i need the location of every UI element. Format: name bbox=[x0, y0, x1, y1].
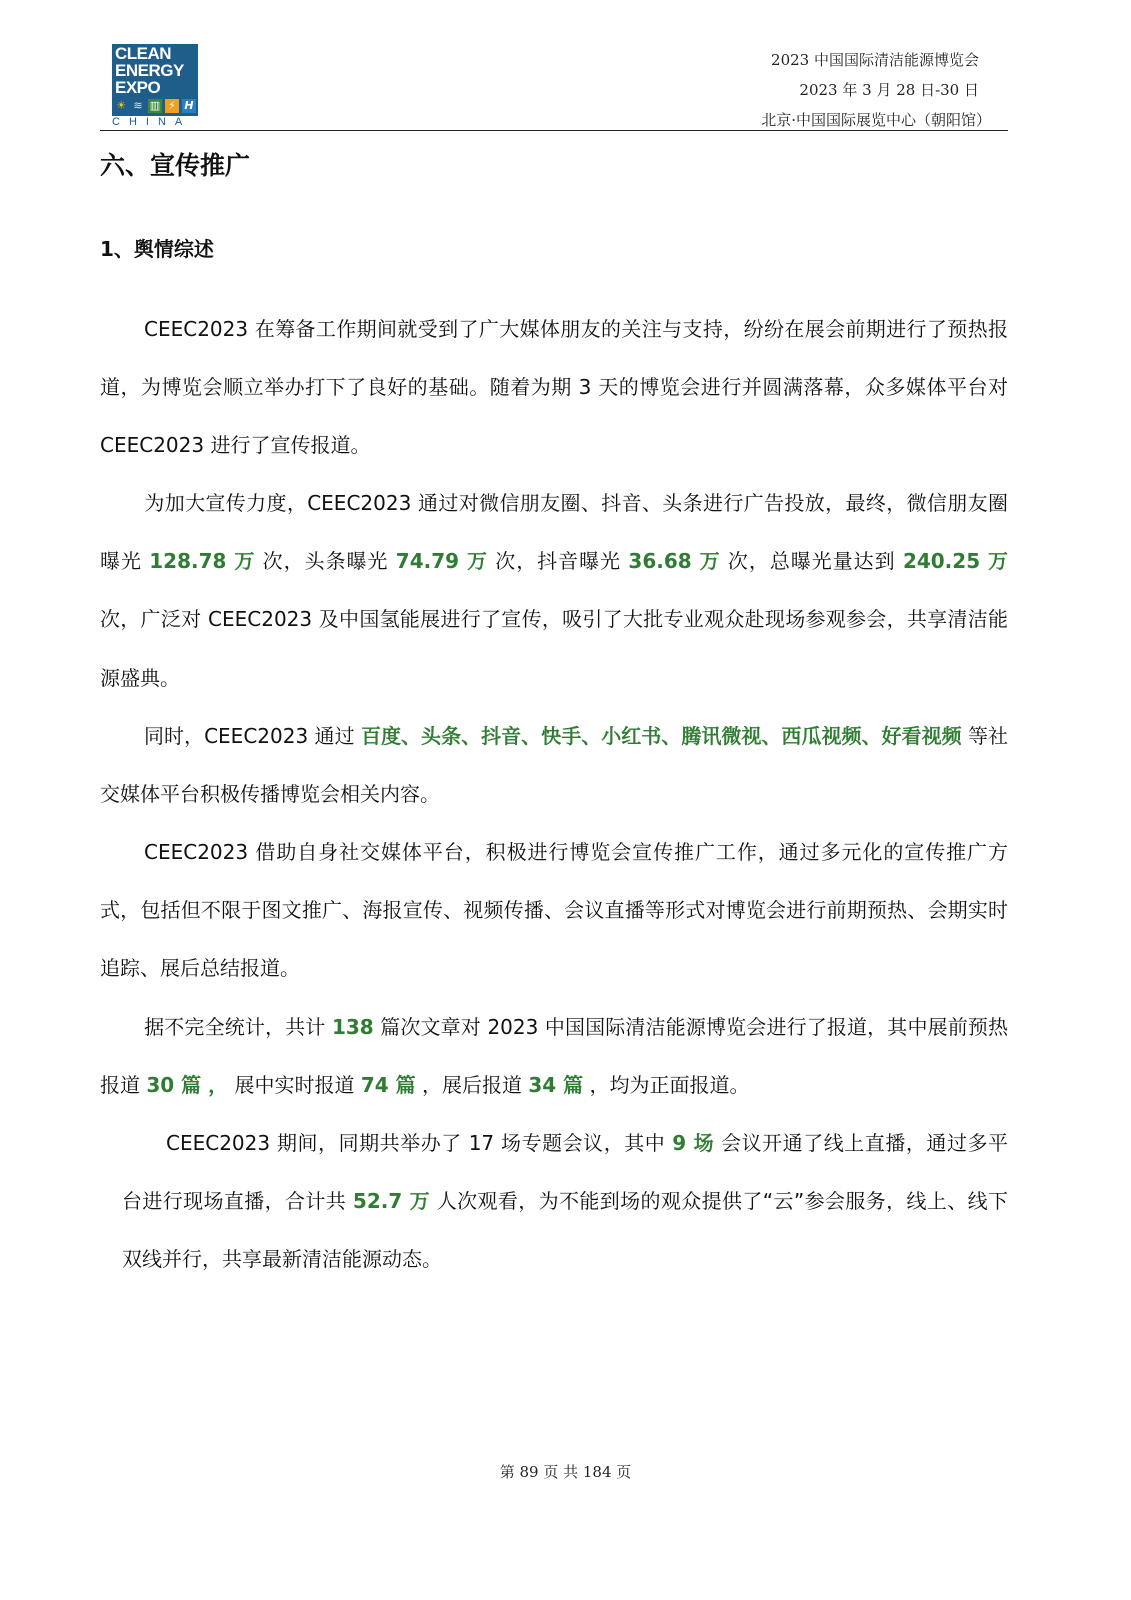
paragraph-4 bbox=[100, 823, 1008, 998]
p2-text-b: 次，头条曝光 bbox=[262, 549, 389, 574]
p5-text-b: 篇次文章对 2023 中国国际清洁能源博览会进行了报道，其中展前预热报道 bbox=[100, 1015, 1009, 1098]
wind-icon: ≋ bbox=[133, 99, 143, 112]
p2-text-e: 次，广泛对 CEEC2023 及中国氢能展进行了宣传，吸引了大批专业观众赴现场参观参会，共享清洁能源盛典。 bbox=[100, 607, 1008, 690]
paragraph-2 bbox=[100, 474, 1008, 707]
logo-line-1: CLEAN bbox=[115, 44, 172, 63]
live-viewers: 52.7 万 bbox=[352, 1189, 430, 1214]
p6-text-c: 人次观看，为不能到场的观众提供了“云”参会服务，线上、线下双线并行，共享最新清洁能源动态。 bbox=[122, 1189, 1009, 1272]
header-divider bbox=[100, 130, 1008, 131]
paragraph-1-text: CEEC2023 在筹备工作期间就受到了广大媒体朋友的关注与支持，纷纷在展会前期进行了预热报道，为博览会顺立举办打下了良好的基础。随着为期 3 天的博览会进行并圆满落幕，众多媒体平台对 CEEC2023 进行了宣传报道。 bbox=[100, 317, 1008, 458]
total-articles: 138 bbox=[331, 1015, 374, 1039]
toutiao-exposure: 74.79 万 bbox=[395, 549, 488, 574]
plug-icon: ⚡ bbox=[165, 99, 179, 113]
logo-icons bbox=[114, 98, 196, 114]
total-exposure: 240.25 万 bbox=[902, 549, 1009, 574]
paragraph-6 bbox=[122, 1114, 1008, 1289]
wechat-exposure: 128.78 万 bbox=[149, 549, 256, 574]
logo-country bbox=[112, 116, 198, 128]
p5-text-c: 展中实时报道 bbox=[234, 1073, 355, 1098]
paragraph-3 bbox=[100, 707, 1008, 823]
p6-text-b: 会议开通了线上直播，通过多平台进行现场直播，合计共 bbox=[122, 1131, 1009, 1214]
page-number: 第 89 页 共 184 页 bbox=[499, 1463, 632, 1481]
p2-text-c: 次，抖音曝光 bbox=[495, 549, 622, 574]
building-icon: ▥ bbox=[149, 99, 161, 112]
p6-text-a: CEEC2023 期间，同期共举办了 17 场专题会议，其中 bbox=[166, 1131, 666, 1155]
hydrogen-icon: H bbox=[182, 99, 196, 113]
p2-text-d: 次，总曝光量达到 bbox=[727, 549, 896, 574]
paragraph-1 bbox=[100, 300, 1008, 475]
p3-text-a: 同时，CEEC2023 通过 bbox=[144, 724, 355, 748]
pre-show-articles: 30 篇 ， bbox=[146, 1073, 229, 1098]
logo-box bbox=[112, 44, 198, 116]
logo-line-3: EXPO bbox=[115, 78, 161, 97]
douyin-exposure: 36.68 万 bbox=[628, 549, 721, 574]
section-title: 六、宣传推广 bbox=[100, 151, 251, 180]
header-dates: 2023 年 3 月 28 日-30 日 bbox=[799, 81, 979, 99]
paragraph-4-text: CEEC2023 借助自身社交媒体平台，积极进行博览会宣传推广工作，通过多元化的宣传推广方式，包括但不限于图文推广、海报宣传、视频传播、会议直播等形式对博览会进行前期预热、会期实时追踪、展后总结报道。 bbox=[100, 840, 1008, 981]
subsection-title: 1、舆情综述 bbox=[100, 237, 214, 261]
paragraph-5 bbox=[100, 998, 1008, 1114]
p5-text-d: ，展后报道 bbox=[422, 1073, 522, 1098]
platform-list: 百度、头条、抖音、快手、小红书、腾讯微视、西瓜视频、好看视频 bbox=[361, 724, 962, 748]
expo-logo bbox=[112, 44, 198, 128]
header-expo-name: 2023 中国国际清洁能源博览会 bbox=[771, 51, 979, 69]
header-venue: 北京·中国国际展览中心（朝阳馆） bbox=[761, 111, 991, 129]
during-show-articles: 74 篇 bbox=[360, 1073, 416, 1098]
logo-country-text: CHINA bbox=[112, 116, 192, 128]
p2-text-a: 为加大宣传力度，CEEC2023 通过对微信朋友圈、抖音、头条进行广告投放，最终，微信朋友圈曝光 bbox=[100, 491, 1008, 574]
logo-line-2: ENERGY bbox=[115, 61, 184, 80]
p5-text-e: ，均为正面报道。 bbox=[589, 1073, 750, 1098]
post-show-articles: 34 篇 bbox=[528, 1073, 584, 1098]
live-sessions: 9 场 bbox=[672, 1131, 715, 1155]
p3-text-b: 等社交媒体平台积极传播博览会相关内容。 bbox=[100, 724, 1009, 807]
sun-icon: ☀ bbox=[116, 99, 126, 112]
p5-text-a: 据不完全统计，共计 bbox=[144, 1015, 326, 1039]
